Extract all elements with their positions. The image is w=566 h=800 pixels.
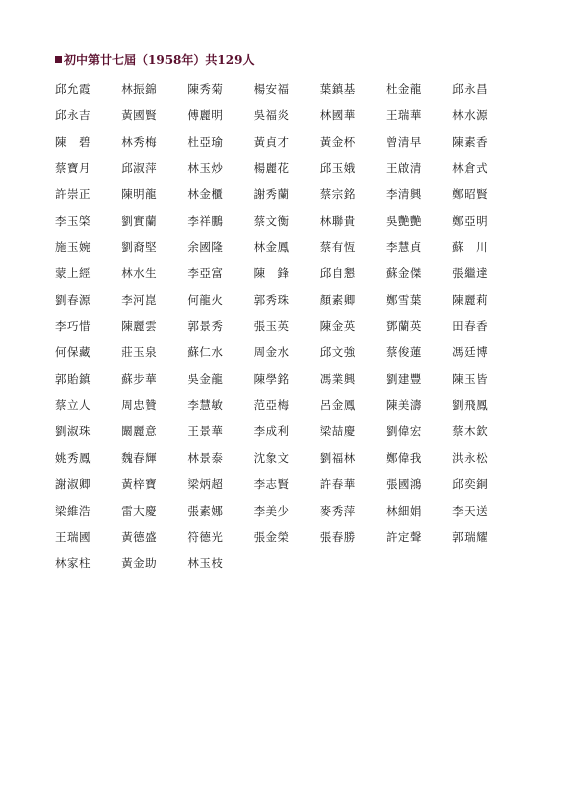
- student-name: 李河崑: [121, 292, 158, 307]
- student-name: 周金水: [253, 345, 290, 360]
- student-name: 陳 碧: [55, 134, 91, 149]
- student-name: 郭秀珠: [253, 292, 290, 307]
- student-name: 黃梓寶: [121, 477, 158, 492]
- student-name: 劉福林: [319, 450, 356, 465]
- student-name: 梁維浩: [55, 503, 91, 518]
- student-name: 施玉婉: [55, 240, 91, 255]
- student-name: 林金鳳: [253, 240, 290, 255]
- student-name: 余國隆: [187, 240, 224, 255]
- student-name: 許定聲: [385, 529, 422, 544]
- student-name: 謝淑卿: [55, 477, 91, 492]
- student-name: 陳素香: [452, 134, 489, 149]
- student-name: 林倉式: [452, 161, 489, 176]
- student-name: 林玉枝: [187, 556, 224, 571]
- student-name: 王景華: [187, 424, 224, 439]
- student-name: 劉建豐: [385, 371, 422, 386]
- student-name: 王瑞國: [55, 529, 91, 544]
- student-name: 蔡有恆: [319, 240, 356, 255]
- student-name: 黃德盛: [121, 529, 158, 544]
- student-name: 劉實蘭: [121, 213, 158, 228]
- student-name: 沈象文: [253, 450, 290, 465]
- student-name: 張繼達: [452, 266, 489, 281]
- student-name: 劉淑珠: [55, 424, 91, 439]
- student-name: 鄭亞明: [452, 213, 489, 228]
- student-name: 葉鎮基: [319, 82, 356, 96]
- student-name: 傅麗明: [187, 108, 224, 123]
- student-name: 梁炳超: [187, 477, 224, 492]
- student-name: 林秀梅: [121, 134, 158, 149]
- student-name: 林國華: [319, 108, 356, 123]
- student-name: 邱永昌: [452, 82, 489, 96]
- student-name: 杜金龍: [385, 82, 422, 96]
- student-name: 莊玉泉: [121, 345, 158, 360]
- student-name: 郭瑞耀: [452, 529, 489, 544]
- name-list: [55, 81, 518, 582]
- student-name: 李亞富: [187, 266, 224, 281]
- student-name: 謝秀蘭: [253, 187, 290, 202]
- student-name: 許春華: [319, 477, 356, 492]
- student-name: 張金榮: [253, 529, 290, 544]
- student-name: 蘇仁水: [187, 345, 224, 360]
- student-name: 蔡宗銘: [319, 187, 356, 202]
- student-name: 陳玉皆: [452, 371, 489, 386]
- student-name: 何龍火: [187, 292, 224, 307]
- student-name: 張玉英: [253, 319, 290, 334]
- student-name: 楊麗花: [253, 161, 290, 176]
- student-name: 李巧惜: [55, 319, 91, 334]
- student-name: 李玉棨: [55, 213, 91, 228]
- student-name: 馮廷博: [452, 345, 489, 360]
- student-name: 林家柱: [55, 556, 91, 571]
- student-name: 李美少: [253, 503, 290, 518]
- student-name: 陳麗雲: [121, 319, 158, 334]
- student-name: 王啟清: [385, 161, 422, 176]
- student-name: 杜亞瑜: [187, 134, 224, 149]
- student-name: 麥秀萍: [319, 503, 356, 518]
- student-name: 周忠贊: [121, 398, 158, 413]
- student-name: 蘇 川: [452, 240, 489, 255]
- student-name: 馮業興: [319, 371, 356, 386]
- student-name: 田春香: [452, 319, 489, 334]
- student-name: 黃金杯: [319, 134, 356, 149]
- student-name: 李祥鵬: [187, 213, 224, 228]
- student-name: 呂金鳳: [319, 398, 356, 413]
- student-name: 顏素卿: [319, 292, 356, 307]
- student-name: 李天送: [452, 503, 489, 518]
- student-name: 李成利: [253, 424, 290, 439]
- student-name: 李慧貞: [385, 240, 422, 255]
- student-name: 陳秀菊: [187, 82, 224, 96]
- student-name: 劉春源: [55, 292, 91, 307]
- student-name: 吳艷艷: [385, 213, 422, 228]
- square-bullet-icon: [55, 56, 62, 63]
- student-name: 洪永松: [452, 450, 489, 465]
- student-name: 符德光: [187, 529, 224, 544]
- student-name: 蒙上經: [55, 266, 91, 281]
- student-name: 張國鴻: [385, 477, 422, 492]
- student-name: 郭景秀: [187, 319, 224, 334]
- student-name: 闞麗意: [121, 424, 158, 439]
- student-name: 邱淑萍: [121, 161, 158, 176]
- student-name: 范亞梅: [253, 398, 290, 413]
- student-name: 黃金助: [121, 556, 158, 571]
- student-name: 蘇金傑: [385, 266, 422, 281]
- student-name: 楊安福: [253, 82, 290, 96]
- student-name: 林振錦: [121, 82, 158, 96]
- student-name: 張素娜: [187, 503, 224, 518]
- student-name: 林細娟: [385, 503, 422, 518]
- student-name: 王瑞華: [385, 108, 422, 123]
- student-name: 邱玉娥: [319, 161, 356, 176]
- student-name: 蔡文衡: [253, 213, 290, 228]
- heading-text: 初中第廿七屆（1958年）共129人: [64, 53, 255, 67]
- student-name: 鄧蘭英: [385, 319, 422, 334]
- student-name: 林聯貴: [319, 213, 356, 228]
- student-name: 林水源: [452, 108, 489, 123]
- student-name: 林水生: [121, 266, 158, 281]
- student-name: 陳 鋒: [253, 266, 290, 281]
- student-name: 李清興: [385, 187, 422, 202]
- student-name: 李志賢: [253, 477, 290, 492]
- student-name: 邱允霞: [55, 82, 91, 96]
- student-name: 陳美濤: [385, 398, 422, 413]
- student-name: 林金櫃: [187, 187, 224, 202]
- student-name: 邱奕銅: [452, 477, 489, 492]
- student-name: 陳金英: [319, 319, 356, 334]
- student-name: 何保藏: [55, 345, 91, 360]
- student-name: 曾清早: [385, 134, 422, 149]
- student-name: 劉飛鳳: [452, 398, 489, 413]
- student-name: 邱自懇: [319, 266, 356, 281]
- student-name: 蔡寶月: [55, 161, 91, 176]
- student-name: 邱文強: [319, 345, 356, 360]
- student-name: 劉偉宏: [385, 424, 422, 439]
- student-name: 李慧敏: [187, 398, 224, 413]
- student-name: 鄭雪葉: [385, 292, 422, 307]
- student-name: 林玉炒: [187, 161, 224, 176]
- student-name: 鄭偉我: [385, 450, 422, 465]
- student-name: 姚秀鳳: [55, 450, 91, 465]
- student-name: 蔡俊蓮: [385, 345, 422, 360]
- student-name: 陳明龍: [121, 187, 158, 202]
- student-name: 黃國賢: [121, 108, 158, 123]
- student-name: 黃貞才: [253, 134, 290, 149]
- student-name: 吳金龍: [187, 371, 224, 386]
- student-name: 劉裔堅: [121, 240, 158, 255]
- student-name: 張春勝: [319, 529, 356, 544]
- student-name: 魏春輝: [121, 450, 158, 465]
- student-name: 蔡木欽: [452, 424, 489, 439]
- student-name: 吳福炎: [253, 108, 290, 123]
- student-name: 蘇步華: [121, 371, 158, 386]
- student-name: 陳麗莉: [452, 292, 489, 307]
- section-heading: [55, 52, 254, 68]
- student-name: 蔡立人: [55, 398, 91, 413]
- student-name: 林景泰: [187, 450, 224, 465]
- student-name: 陳學銘: [253, 371, 290, 386]
- student-name: 梁喆慶: [319, 424, 356, 439]
- student-name: 邱永吉: [55, 108, 91, 123]
- student-name: 雷大慶: [121, 503, 158, 518]
- student-name: 郭貽鎮: [55, 371, 91, 386]
- student-name: 許崇正: [55, 187, 91, 202]
- student-name: 鄭昭賢: [452, 187, 489, 202]
